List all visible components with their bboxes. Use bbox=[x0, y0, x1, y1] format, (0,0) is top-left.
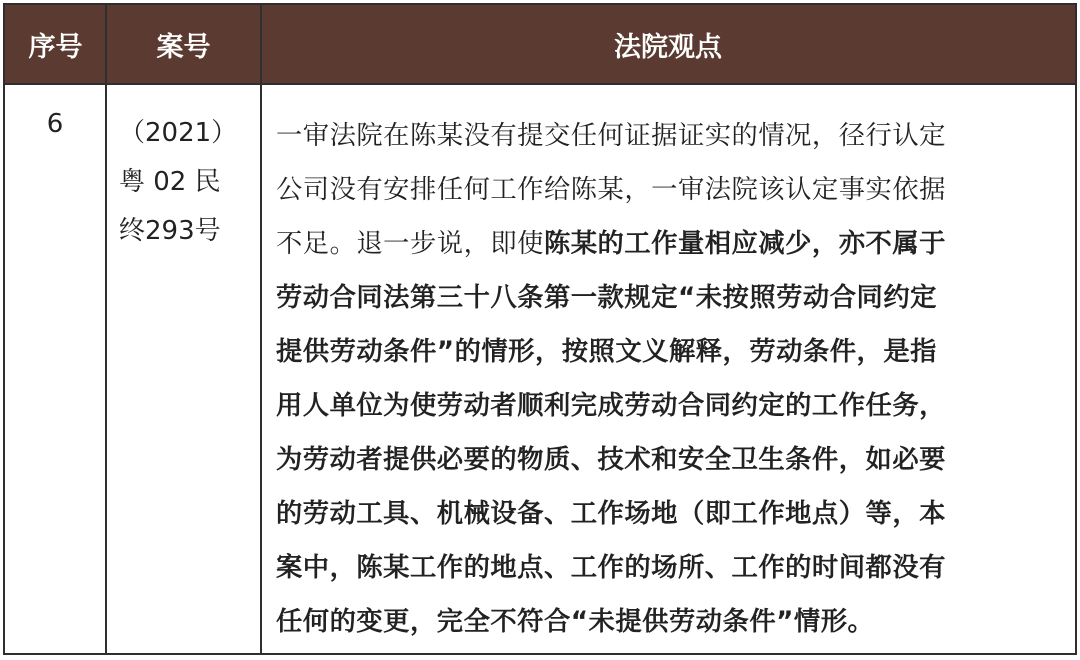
header-number: 序号 bbox=[28, 31, 83, 63]
view-line-1-normal: 一审法院在陈某没有提交任何证据证实的情况，径行认定 bbox=[276, 121, 946, 151]
view-line-6-bold: 用人单位为使劳动者顺利完成劳动合同约定的工作任务， bbox=[276, 391, 946, 421]
view-line-3 bbox=[276, 217, 1068, 271]
case-line-3: 终293号 bbox=[119, 216, 221, 246]
view-line-6 bbox=[276, 379, 1068, 433]
view-line-4-bold: 劳动合同法第三十八条第一款规定“未按照劳动合同约定 bbox=[276, 283, 937, 313]
view-line-2-normal: 公司没有安排任何工作给陈某，一审法院该认定事实依据 bbox=[276, 175, 946, 205]
court-view-table bbox=[3, 3, 1077, 655]
view-line-8 bbox=[276, 487, 1068, 541]
view-line-1 bbox=[276, 109, 1068, 163]
view-line-2 bbox=[276, 163, 1068, 217]
view-line-7 bbox=[276, 433, 1068, 487]
court-view-text bbox=[262, 85, 1068, 649]
view-line-7-bold: 为劳动者提供必要的物质、技术和安全卫生条件，如必要 bbox=[276, 445, 946, 475]
table-header bbox=[5, 5, 1075, 83]
view-line-3-bold: 陈某的工作量相应减少，亦不属于 bbox=[543, 229, 946, 259]
view-line-9 bbox=[276, 541, 1068, 595]
header-case: 案号 bbox=[156, 31, 211, 63]
view-line-4 bbox=[276, 271, 1068, 325]
row-number: 6 bbox=[46, 109, 64, 139]
view-line-9-bold: 案中，陈某工作的地点、工作的场所、工作的时间都没有 bbox=[276, 553, 946, 583]
header-view: 法院观点 bbox=[614, 31, 722, 63]
case-line-1: （2021） bbox=[119, 118, 238, 148]
view-line-8-bold: 的劳动工具、机械设备、工作场地（即工作地点）等，本 bbox=[276, 499, 946, 529]
view-line-3-normal: 不足。退一步说，即使 bbox=[276, 229, 544, 259]
case-number bbox=[107, 85, 260, 256]
case-line-2: 粤 02 民 bbox=[119, 167, 221, 197]
view-line-10 bbox=[276, 595, 1068, 649]
view-line-5-bold: 提供劳动条件”的情形，按照文义解释，劳动条件，是指 bbox=[276, 337, 937, 367]
view-line-10-bold: 任何的变更，完全不符合“未提供劳动条件”情形。 bbox=[276, 607, 875, 637]
view-line-5 bbox=[276, 325, 1068, 379]
